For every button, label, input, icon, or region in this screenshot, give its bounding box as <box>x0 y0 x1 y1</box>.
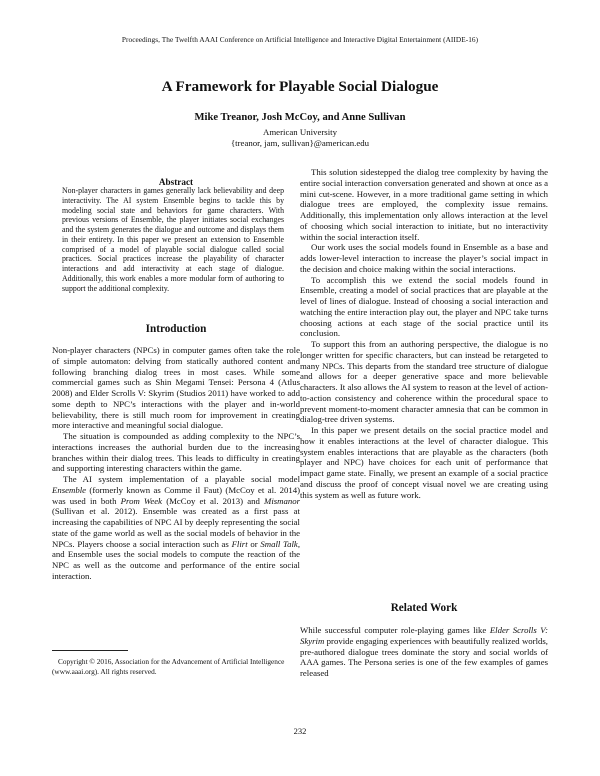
right-paragraph-5: In this paper we present details on the social practice model and how it enables interactions at the level of character dialogue. This system enables interactions that are playable as the characters (both player and NPC) have choices for each unit of performance that impact game state. Finally, we present an example of a social practice and discuss the proof of concept visual novel we are creating using this system as well as future work. <box>300 425 548 500</box>
abstract-block <box>62 186 284 293</box>
small-talk-italic: Small Talk <box>260 538 298 549</box>
author-affiliation: American University <box>262 127 338 137</box>
paper-title: A Framework for Playable Social Dialogue <box>161 78 439 95</box>
footnote-rule <box>52 650 128 651</box>
related-paragraph-1 <box>300 625 548 679</box>
introduction-heading: Introduction <box>145 323 207 335</box>
related-p1-text-b: provide engaging experiences with beautifully realized worlds, pre-authored dialogue trees dominate the story and social worlds of AAA games. The Persona series is one of the few examples of games released <box>300 635 548 678</box>
author-emails: {treanor, jam, sullivan}@american.edu <box>230 138 370 148</box>
intro-p3-text-d: (Sullivan et al. 2012). Ensemble was created as a first pass at increasing the capabilities of NPC AI by deeply representing the social state of the game world as well as the social models of behavior in the NPCs. Players choose a social interaction such as <box>52 506 300 549</box>
mismanor-italic: Mismanor <box>264 495 301 506</box>
flirt-italic: Flirt <box>231 538 248 549</box>
intro-p3-text-f: , and Ensemble uses the social models to compute the reaction of the NPC as well as the outcome and performance of the entire social interaction. <box>52 538 300 581</box>
paper-authors: Mike Treanor, Josh McCoy, and Anne Sullivan <box>194 112 406 123</box>
intro-p3-text-e: or <box>247 538 261 549</box>
related-work-body <box>300 625 548 679</box>
intro-paragraph-3 <box>52 474 300 582</box>
introduction-body <box>52 345 300 582</box>
right-paragraph-3: To accomplish this we extend the social models found in Ensemble, creating a model of social practices that are playable at the level of lines of dialogue. Instead of choosing a social interaction and watching the entire interaction play out, the player and NPC take turns choosing actions at each stage of the social practice until its conclusion. <box>300 274 548 339</box>
ensemble-italic: Ensemble <box>52 484 87 495</box>
right-paragraph-1: This solution sidestepped the dialog tree complexity by having the entire social interaction conversation generated and shown at once as a mini cut-scene. However, in a more traditional game setting in which dialogue trees are employed, the complexity issue remains. Additionally, this implementation only allows interaction at the level of choosing which social interaction to initiate, but no interactivity within the social interaction itself. <box>300 167 548 242</box>
related-work-heading: Related Work <box>390 602 458 614</box>
abstract-text: Non-player characters in games generally lack believability and deep interactivity. The AI system Ensemble begins to tackle this by modeling social state and behaviors for game characters. With previous versions of Ensemble, the player initiates social exchanges and the system generates the dialogue and outcome and displays them in their entirety. In this paper we present an extension to Ensemble comprised of a model of playable social dialogue called social practices. Social practices increase the playability of character interactions and add interactivity at each stage of dialogue. Additionally, this work enables a more modular form of authoring to support the additional complexity. <box>62 186 284 293</box>
intro-p3-text-b: (formerly known as Comme il Faut) (McCoy et al. 2014) was used in both <box>52 484 300 506</box>
right-paragraph-4: To support this from an authoring perspective, the dialogue is no longer written for specific characters, but can instead be retargeted to many NPCs. This departs from the standard tree structure of dialogue and allows for a deeper generative space and more believable characters. It also allows the AI system to reason at the level of action-to-action consistency and coherence within the procedural space to prevent moment-to-moment character amnesia that can be common in dialog-tree driven systems. <box>300 339 548 425</box>
abstract-heading: Abstract <box>158 177 194 187</box>
copyright-footnote <box>52 657 292 677</box>
intro-p3-text-c: (McCoy et al. 2013) and <box>162 495 265 506</box>
copyright-text: Copyright © 2016, Association for the Advancement of Artificial Intelligence (www.aaai.org). All rights reserved. <box>52 657 285 676</box>
page-number: 232 <box>293 726 307 736</box>
skyrim-italic: Elder Scrolls V: Skyrim <box>300 625 548 646</box>
proceedings-header: Proceedings, The Twelfth AAAI Conference on Artificial Intelligence and Interactive Digital Entertainment (AIIDE-16) <box>121 35 479 44</box>
right-column-body <box>300 167 548 500</box>
right-paragraph-2: Our work uses the social models found in Ensemble as a base and adds lower-level interaction to increase the player’s social impact in the decision and choice making within the social interactions. <box>300 242 548 274</box>
intro-p3-text-a: The AI system implementation of a playable social model <box>63 474 300 484</box>
intro-paragraph-1: Non-player characters (NPCs) in computer games often take the role of simple automaton: delving from statically authored content and following branching dialog trees in most cases. While some commercial games such as Shin Megami Tensei: Persona 4 (Atlus 2008) and Elder Scrolls V: Skyrim (Studios 2011) have worked to add some depth to NPC’s interactions with the player and in-world believability, there is still much room for improvement in creating more interactive and meaningful social dialogue. <box>52 345 300 431</box>
intro-paragraph-2: The situation is compounded as adding complexity to the NPC’s interactions increases the authorial burden due to the increasing branches within their dialog trees. This leads to difficulty in creating and supporting interesting characters within the game. <box>52 431 300 474</box>
prom-week-italic: Prom Week <box>120 495 163 506</box>
related-p1-text-a: While successful computer role-playing games like <box>300 625 490 635</box>
